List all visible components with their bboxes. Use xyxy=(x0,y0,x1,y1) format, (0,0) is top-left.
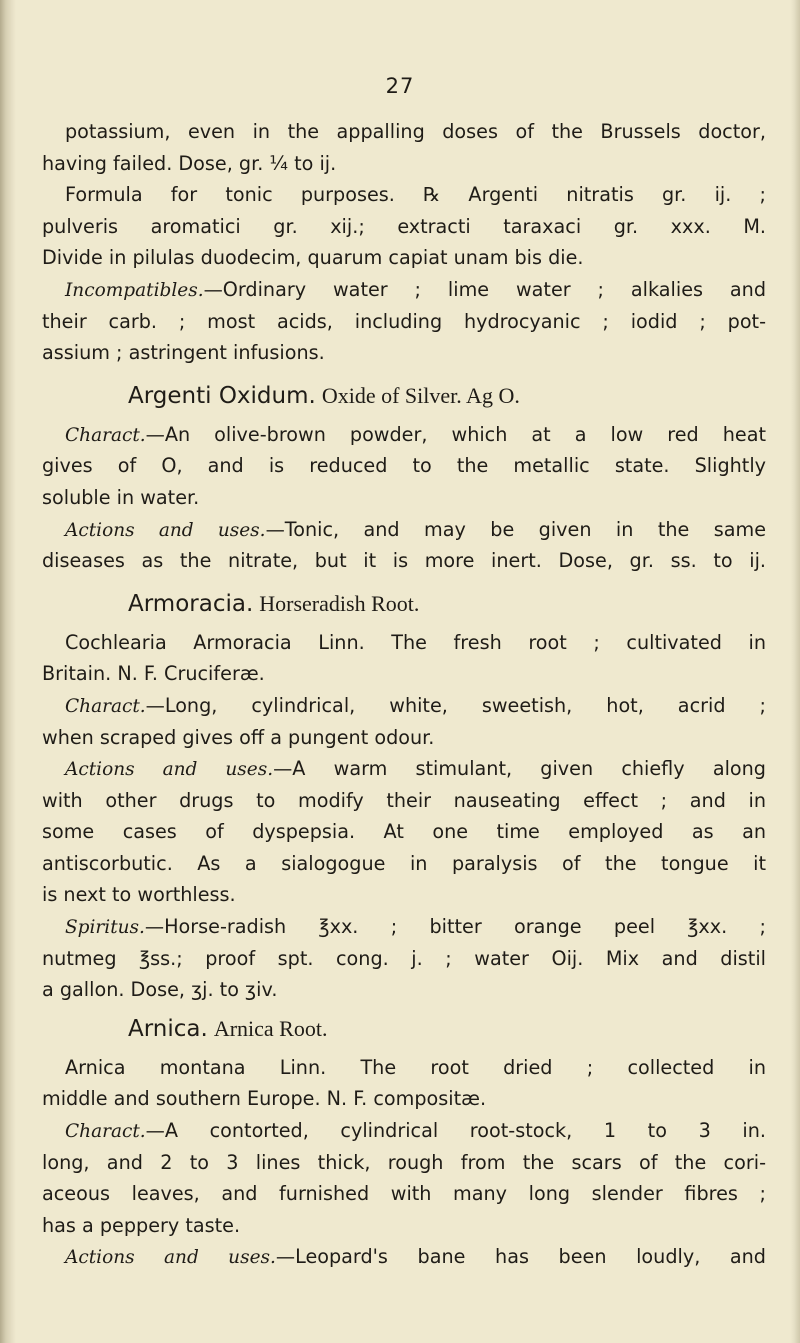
text-line: Incompatibles.—Ordinary water ; lime water ; alkalies and xyxy=(65,277,766,301)
text-line: some cases of dyspepsia. At one time employed as an xyxy=(42,820,766,844)
text-line: with other drugs to modify their nauseating effect ; and in xyxy=(42,788,766,812)
text-line: nutmeg ℥ss.; proof spt. cong. j. ; water Oij. Mix and distil xyxy=(42,946,766,970)
section-label: Spiritus. xyxy=(65,917,145,939)
text-line: Formula for tonic purposes. ℞ Argenti nitratis gr. ij. ; xyxy=(65,183,766,207)
text-line: Actions and uses.—Leopard's bane has been loudly, and xyxy=(65,1245,766,1269)
page-right-edge xyxy=(790,0,800,1343)
text-line: pulveris aromatici gr. xij.; extracti taraxaci gr. xxx. M. xyxy=(42,214,766,238)
text-line: Britain. N. F. Cruciferæ. xyxy=(42,662,265,686)
text-line: their carb. ; most acids, including hydrocyanic ; iodid ; pot- xyxy=(42,309,766,333)
text-line: gives of O, and is reduced to the metallic state. Slightly xyxy=(42,454,766,478)
text-line: Charact.—An olive-brown powder, which at a low red heat xyxy=(65,422,766,446)
section-label: Actions and uses. xyxy=(65,759,274,781)
section-label: Actions and uses. xyxy=(65,519,266,541)
text-line: Cochlearia Armoracia Linn. The fresh root ; cultivated in xyxy=(65,630,766,654)
section-label: Incompatibles. xyxy=(65,279,204,301)
text-line: Divide in pilulas duodecim, quarum capiat unam bis die. xyxy=(42,246,584,270)
heading-title: Arnica. xyxy=(128,1015,208,1042)
heading-subtitle: Arnica Root. xyxy=(213,1015,328,1041)
text-line: has a peppery taste. xyxy=(42,1213,241,1237)
heading-argenti-oxidum xyxy=(42,373,766,419)
text-line: antiscorbutic. As a sialogogue in paralysis of the tongue it xyxy=(42,851,766,875)
section-label: Actions and uses. xyxy=(65,1247,276,1269)
heading-arnica xyxy=(42,1006,766,1052)
text-line: Charact.—Long, cylindrical, white, sweetish, hot, acrid ; xyxy=(65,693,766,717)
heading-subtitle: Horseradish Root. xyxy=(259,590,420,616)
section-label: Charact. xyxy=(65,1121,146,1143)
text-line: Actions and uses.—A warm stimulant, given chiefly along xyxy=(65,757,766,781)
section-label: Charact. xyxy=(65,424,146,446)
page-binding-edge xyxy=(0,0,16,1343)
heading-title: Armoracia. xyxy=(128,590,254,617)
text-line: Spiritus.—Horse-radish ℥xx. ; bitter orange peel ℥xx. ; xyxy=(65,915,766,939)
text-line: assium ; astringent infusions. xyxy=(42,341,325,365)
text-line: aceous leaves, and furnished with many long slender fibres ; xyxy=(42,1182,766,1206)
heading-subtitle: Oxide of Silver. Ag O. xyxy=(321,382,520,408)
text-line: soluble in water. xyxy=(42,485,200,509)
text-line: Charact.—A contorted, cylindrical root-stock, 1 to 3 in. xyxy=(65,1119,766,1143)
page-number: 27 xyxy=(385,74,415,98)
text-line: diseases as the nitrate, but it is more inert. Dose, gr. ss. to ij. xyxy=(42,549,766,573)
text-line: Arnica montana Linn. The root dried ; collected in xyxy=(65,1055,766,1079)
heading-armoracia xyxy=(42,581,766,627)
text-line: Actions and uses.—Tonic, and may be given in the same xyxy=(65,517,766,541)
text-line: long, and 2 to 3 lines thick, rough from the scars of the cori- xyxy=(42,1150,766,1174)
text-line: a gallon. Dose, ʒj. to ʒiv. xyxy=(42,978,278,1002)
page-text xyxy=(42,116,766,1273)
text-line: middle and southern Europe. N. F. compositæ. xyxy=(42,1087,487,1111)
text-line: having failed. Dose, gr. ¼ to ij. xyxy=(42,151,337,175)
section-label: Charact. xyxy=(65,695,146,717)
text-line: is next to worthless. xyxy=(42,883,236,907)
heading-title: Argenti Oxidum. xyxy=(128,382,316,409)
text-line: potassium, even in the appalling doses of the Brussels doctor, xyxy=(65,120,766,143)
text-line: when scraped gives off a pungent odour. xyxy=(42,725,435,749)
